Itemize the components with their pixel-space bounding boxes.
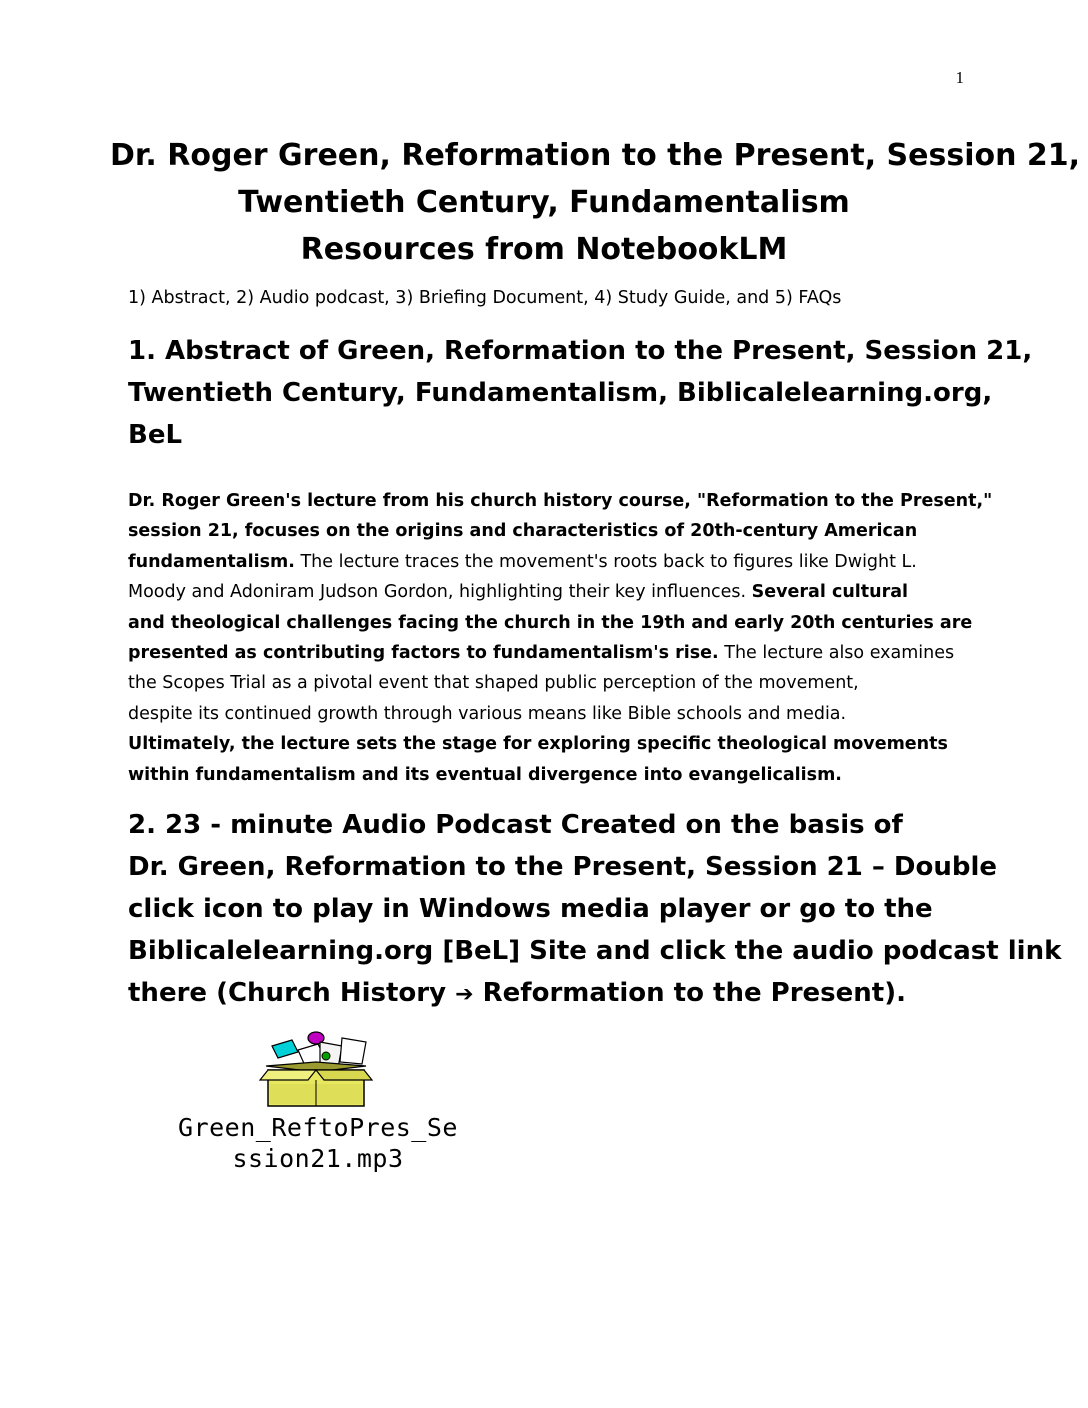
audio-file-name[interactable] — [118, 1112, 518, 1174]
abstract-text: session 21, focuses on the origins and characteristics of 20th-century American — [128, 521, 918, 542]
section-2-heading-line-1: 2. 23 - minute Audio Podcast Created on the basis of — [128, 810, 903, 840]
page-number: 1 — [955, 68, 964, 87]
section-2-heading-text: there (Church History — [128, 978, 456, 1008]
section-1-heading-line-2: Twentieth Century, Fundamentalism, Biblicalelearning.org, — [128, 378, 993, 408]
right-arrow-icon: ➔ — [455, 982, 474, 1007]
abstract-text: despite its continued growth through various means like Bible schools and media. — [128, 703, 847, 724]
abstract-text: presented as contributing factors to fundamentalism's rise. — [128, 643, 719, 664]
abstract-text: the Scopes Trial as a pivotal event that shaped public perception of the movement, — [128, 673, 859, 694]
section-1-heading-line-3: BeL — [128, 420, 183, 450]
title-line-2: Twentieth Century, Fundamentalism — [238, 185, 850, 220]
abstract-text: Moody and Adoniram Judson Gordon, highlighting their key influences. — [128, 582, 752, 603]
abstract-text: and theological challenges facing the church in the 19th and early 20th centuries are — [128, 612, 973, 633]
document-title — [110, 132, 1081, 273]
abstract-text: Ultimately, the lecture sets the stage for exploring specific theological movements — [128, 734, 948, 755]
audio-file-name-line-1: Green_ReftoPres_Se — [178, 1113, 458, 1142]
section-2-heading — [128, 804, 1062, 1016]
abstract-text: The lecture also examines — [718, 643, 955, 664]
section-1-heading-line-1: 1. Abstract of Green, Reformation to the Present, Session 21, — [128, 336, 1033, 366]
abstract-text: fundamentalism. — [128, 551, 295, 572]
section-2-heading-line-3: click icon to play in Windows media player or go to the — [128, 894, 933, 924]
section-1-heading — [128, 330, 1033, 456]
section-2-heading-line-5 — [128, 972, 988, 1016]
abstract-paragraph — [128, 486, 993, 790]
abstract-text: Several cultural — [751, 582, 909, 603]
section-2-heading-line-4: Biblicalelearning.org [BeL] Site and click the audio podcast link — [128, 936, 1062, 966]
audio-file-name-line-2: ssion21.mp3 — [232, 1144, 404, 1173]
media-package-icon[interactable] — [258, 1028, 374, 1108]
contents-list: 1) Abstract, 2) Audio podcast, 3) Briefing Document, 4) Study Guide, and 5) FAQs — [128, 288, 842, 308]
section-2-heading-text: Reformation to the Present). — [473, 978, 906, 1008]
abstract-text: Dr. Roger Green's lecture from his church history course, "Reformation to the Present," — [128, 491, 993, 511]
abstract-text: The lecture traces the movement's roots back to figures like Dwight L. — [294, 551, 917, 572]
title-line-1: Dr. Roger Green, Reformation to the Present, Session 21, — [110, 138, 1081, 173]
title-line-3: Resources from NotebookLM — [300, 232, 788, 267]
abstract-text: within fundamentalism and its eventual divergence into evangelicalism. — [128, 764, 842, 785]
section-2-heading-line-2: Dr. Green, Reformation to the Present, Session 21 – Double — [128, 852, 998, 882]
